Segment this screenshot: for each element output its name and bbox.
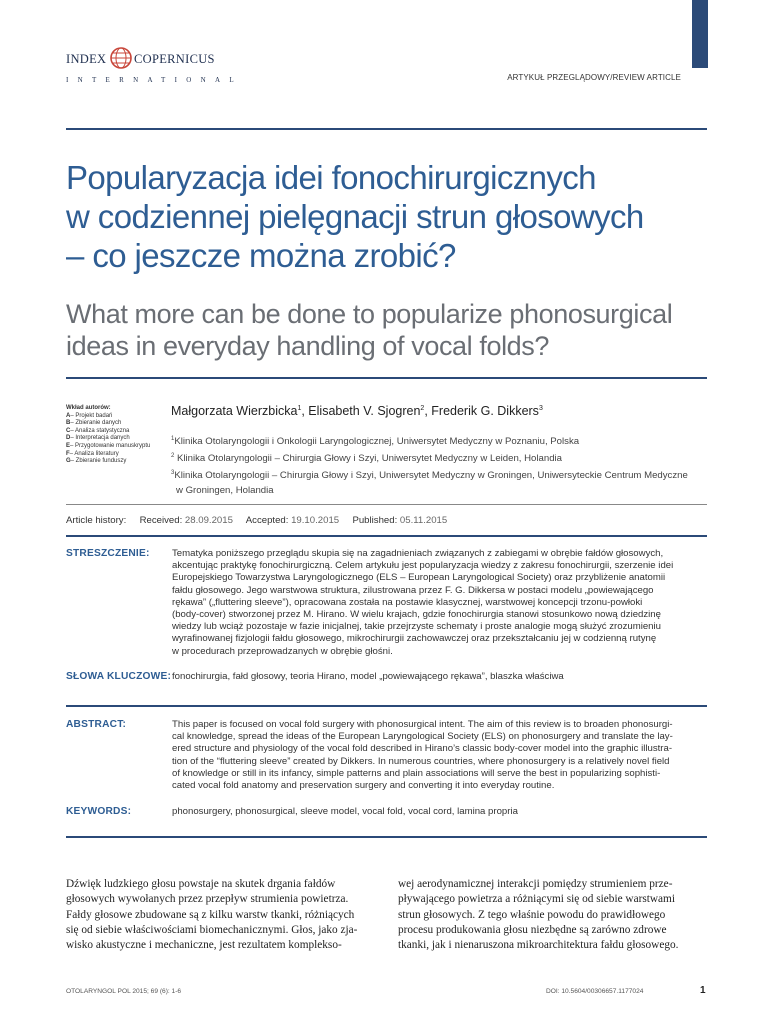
abstract-label: ABSTRACT:	[66, 719, 127, 730]
keywords-label: KEYWORDS:	[66, 806, 132, 817]
received-date: 28.09.2015	[184, 515, 233, 526]
logo-word-right: COPERNICUS	[134, 52, 215, 66]
title-en-line: ideas in everyday handling of vocal folds?	[66, 331, 550, 361]
index-copernicus-logo	[66, 46, 243, 86]
accepted-date: 19.10.2015	[291, 515, 340, 526]
abstract-divider	[66, 836, 707, 838]
contribution-item: E– Przygotowanie manuskryptu	[66, 442, 151, 449]
article-history: Article history: Received: 28.09.2015 Accepted: 19.10.2015 Published: 05.11.2015	[66, 515, 448, 526]
logo-subtitle: INTERNATIONAL	[66, 76, 243, 84]
contribution-item: C– Analiza statystyczna	[66, 427, 130, 434]
journal-citation: OTOLARYNGOL POL 2015; 69 (6): 1-6	[66, 988, 182, 995]
title-pl-line: w codziennej pielęgnacji strun głosowych	[66, 198, 644, 235]
author-name: Frederik G. Dikkers	[431, 404, 539, 418]
title-pl-line: – co jeszcze można zrobić?	[66, 237, 456, 274]
affiliation: $^1$Klinika Otolaryngologii i Onkologii Laryngologicznej, Uniwersytet Medyczny w Poznaniu, Polska	[171, 436, 580, 448]
body-column-left: Dźwięk ludzkiego głosu powstaje na skutek drgania fałdów głosowych wywołanych przez przepływ strumienia powietrza. Fałdy głosowe zbudowane są z kilku warstw tkanki, różniących się od siebie właściwościami biomechanicznymi. Głos, jako zja- wisko akustyczne i mechaniczne, jest rezultatem kompleksо-	[66, 878, 358, 952]
contributions-heading: Wkład autorów:	[66, 405, 111, 411]
author-contributions	[66, 405, 166, 466]
contribution-item: G– Zbieranie funduszy	[66, 458, 127, 465]
logo-word-left: INDEX	[66, 52, 107, 66]
slowa-kluczowe-text: fonochirurgia, fałd głosowy, teoria Hirano, model „powiewającego rękawa”, blaszka właściwa	[172, 671, 564, 682]
polish-section-divider	[66, 705, 707, 707]
body-column-right: wej aerodynamicznej interakcji pomiędzy strumieniem prze- pływającego powietrza a różniącymi się od siebie warstwami strun głosowych. Z tego właśnie powodu do prawidłowego procesu produkowania głosu niezbędne są zarówno zdrowe tkanki, jak i nienaruszona mikroarchitektura fałdu głosowego.	[398, 878, 679, 952]
affiliation-continued: w Groningen, Holandia	[176, 484, 274, 496]
corner-accent-bar	[692, 0, 708, 68]
author-name: Małgorzata Wierzbicka	[171, 404, 298, 418]
contribution-item: D– Interpretacja danych	[66, 435, 130, 442]
streszczenie-text: Tematyka poniższego przeglądu skupia się na zagadnieniach związanych z zabiegami w obrębie fałdów głosowych, akcentując praktykę fonochirurgiczną. Celem artykułu jest popularyzacja wiedzy z zakresu fonochirurgii, szerzenie idei Europejskiego Towarzystwa Laryngologicznego (ELS – European Laryngological Society) oraz przybliżenie anatomii fałdu głosowego. Jego warstwowa struktura, zilustrowana przez F. G. Dikkersa w postaci modelu „powiewającego rękawa” („fluttering sleeve”), opracowana została na postawie klasycznej, warstwowej koncepcji trzonu-powłoki (body-cover) stworzonej przez M. Hirano. W wielu krajach, gdzie fonochirurgia stanowi stosunkowo nową dziedzinę wiedzy lub wciąż pozostaje w fazie inicjalnej, takie przejrzyste schematy i proste analogie mogą służyć zrozumieniu wyrafinowanej fizjologii fałdu głosowego, mikrochirurgii zachowawczej oraz przekształcaniu jej w codzienną rutynę w procedurach przeprowadzanych w obrębie głośni.	[172, 548, 674, 657]
affiliation-divider	[66, 504, 707, 505]
abstract-text: This paper is focused on vocal fold surgery with phonosurgical intent. The aim of this review is to broaden phonosurgi- cal knowledge, spread the ideas of the European Laryngological Society (ELS) on phonosurgery and translate the lay- ered structure and physiology of the vocal fold described in Hirano’s classic body-cover model into the graphic illustra- tion of the “fluttering sleeve” created by Dikkers. In numerous countries, where phonosurgery is a relatively novel field of knowledge or still in its infancy, simple patterns and plain associations will serve the best in popularizing sophisti- cated vocal fold anatomy and preservation surgery and converting it into everyday routine.	[172, 719, 673, 792]
published-date: 05.11.2015	[399, 515, 448, 526]
globe-icon	[109, 46, 133, 70]
author-name: Elisabeth V. Sjogren	[308, 404, 421, 418]
page-number: 1	[700, 985, 706, 996]
contribution-item: B– Zbieranie danych	[66, 420, 122, 427]
affiliation: $^3$Klinika Otolaryngologii – Chirurgia Głowy i Szyi, Uniwersytet Medyczny w Groningen, Uniwersyteckie Centrum Medyczne	[171, 470, 688, 482]
contribution-item: F– Analiza literatury	[66, 450, 119, 457]
title-divider	[66, 377, 707, 379]
affiliation: $^2$ Klinika Otolaryngologii – Chirurgia Głowy i Szyi, Uniwersytet Medyczny w Leiden, Holandia	[171, 453, 562, 465]
affiliations	[171, 432, 711, 498]
keywords-text: phonosurgery, phonosurgical, sleeve model, vocal fold, vocal cord, lamina propria	[172, 806, 518, 817]
streszczenie-label: STRESZCZENIE:	[66, 548, 150, 559]
doi-link[interactable]: DOI: 10.5604/00306657.1177024	[546, 988, 644, 995]
contribution-item: A– Projekt badań	[66, 412, 113, 419]
history-divider	[66, 535, 707, 537]
slowa-kluczowe-label: SŁOWA KLUCZOWE:	[66, 671, 172, 682]
title-en-line: What more can be done to popularize phonosurgical	[66, 299, 673, 329]
author-list: Małgorzata Wierzbicka$^1$, Elisabeth V. Sjogren$^2$, Frederik G. Dikkers$^3$	[171, 404, 543, 418]
title-english	[66, 298, 706, 362]
title-pl-line: Popularyzacja idei fonochirurgicznych	[66, 159, 596, 196]
title-polish	[66, 158, 706, 275]
article-type-label: ARTYKUŁ PRZEGLĄDOWY/REVIEW ARTICLE	[507, 73, 681, 82]
header-divider	[66, 128, 707, 130]
